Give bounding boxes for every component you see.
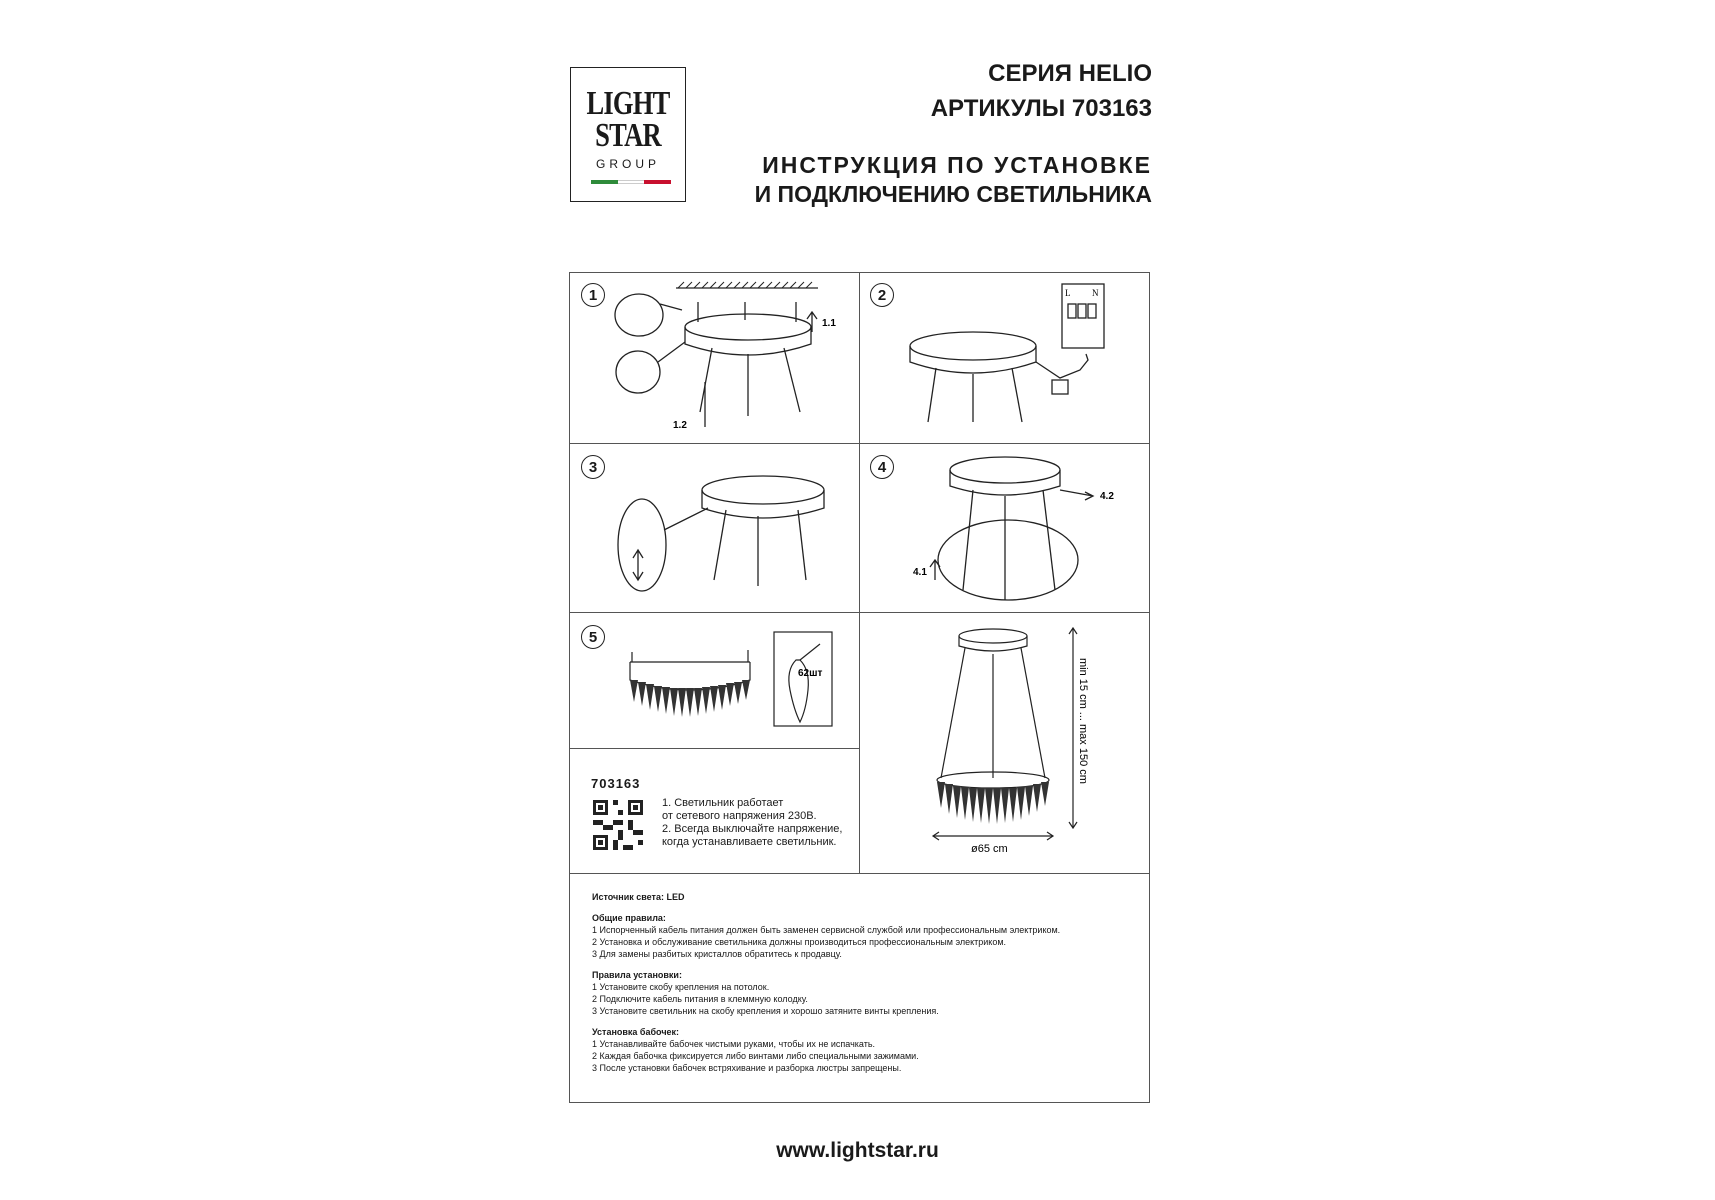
qr-code [593,800,643,850]
install-rule: 2 Подключите кабель питания в клеммную колодку. [592,994,808,1004]
step-5-illustration [620,630,850,740]
general-rule: 3 Для замены разбитых кристаллов обратитесь к продавцу. [592,949,842,959]
doc-title-line2: И ПОДКЛЮЧЕНИЮ СВЕТИЛЬНИКА [754,181,1152,207]
step-1-illustration [600,282,850,437]
warning-1-cont: от сетевого напряжения 230В. [662,810,817,822]
height-dimension-label: min 15 cm ... max 150 cm [1077,658,1089,784]
general-rule: 1 Испорченный кабель питания должен быть заменен сервисной службой или профессиональным электриком. [592,925,1061,935]
light-source-value: LED [666,892,685,902]
step-number-1: 1 [581,283,605,307]
series-title: СЕРИЯ HELIO [988,60,1152,87]
website-url: www.lightstar.ru [776,1139,939,1162]
butterfly-rules-title: Установка бабочек: [592,1027,680,1037]
step-3-illustration [608,470,838,610]
crystal-count-label: 62шт [798,668,823,679]
logo-line-star: STAR [595,117,661,154]
label-1-2: 1.2 [673,420,687,431]
brand-logo [570,67,686,202]
diameter-label: ø65 cm [971,843,1008,855]
step-number-2: 2 [870,283,894,307]
notes-section [569,873,1150,1103]
doc-title-line1: ИНСТРУКЦИЯ ПО УСТАНОВКЕ [762,152,1152,178]
light-source-line [592,891,1127,903]
butterfly-rule: 2 Каждая бабочка фиксируется либо винтами либо специальными зажимами. [592,1051,919,1061]
label-1-1: 1.1 [822,318,836,329]
install-rules-title: Правила установки: [592,970,682,980]
warning-1: 1. Светильник работает [662,797,784,809]
step-number-4: 4 [870,455,894,479]
label-4-1: 4.1 [913,567,927,578]
logo-line-light: LIGHT [586,85,670,122]
butterfly-rule: 1 Устанавливайте бабочек чистыми руками, чтобы их не испачкать. [592,1039,876,1049]
italian-flag-stripe [591,180,671,184]
install-rule: 1 Установите скобу крепления на потолок. [592,982,770,992]
terminal-label-l-top: L [1065,288,1071,298]
article-title: АРТИКУЛЫ 703163 [930,95,1152,122]
warning-2-cont: когда устанавливаете светильник. [662,836,837,848]
step-2-illustration [910,282,1140,437]
step-number-5: 5 [581,625,605,649]
step-number-3: 3 [581,455,605,479]
butterfly-rule: 3 После установки бабочек встряхивание и разборка люстры запрещены. [592,1063,902,1073]
label-4-2: 4.2 [1100,491,1114,502]
warning-text [662,797,842,849]
step-4-illustration [905,450,1140,610]
warning-2: 2. Всегда выключайте напряжение, [662,823,843,835]
terminal-label-n-top: N [1092,288,1099,298]
dimensions-illustration [925,628,1090,863]
logo-line-group: GROUP [595,157,660,171]
install-rule: 3 Установите светильник на скобу крепления и хорошо затяните винты крепления. [592,1006,939,1016]
light-source-label: Источник света: [592,892,664,902]
article-code: 703163 [591,776,641,791]
general-rule: 2 Установка и обслуживание светильника должны производиться профессиональным электриком. [592,937,1007,947]
general-rules-title: Общие правила: [592,913,666,923]
